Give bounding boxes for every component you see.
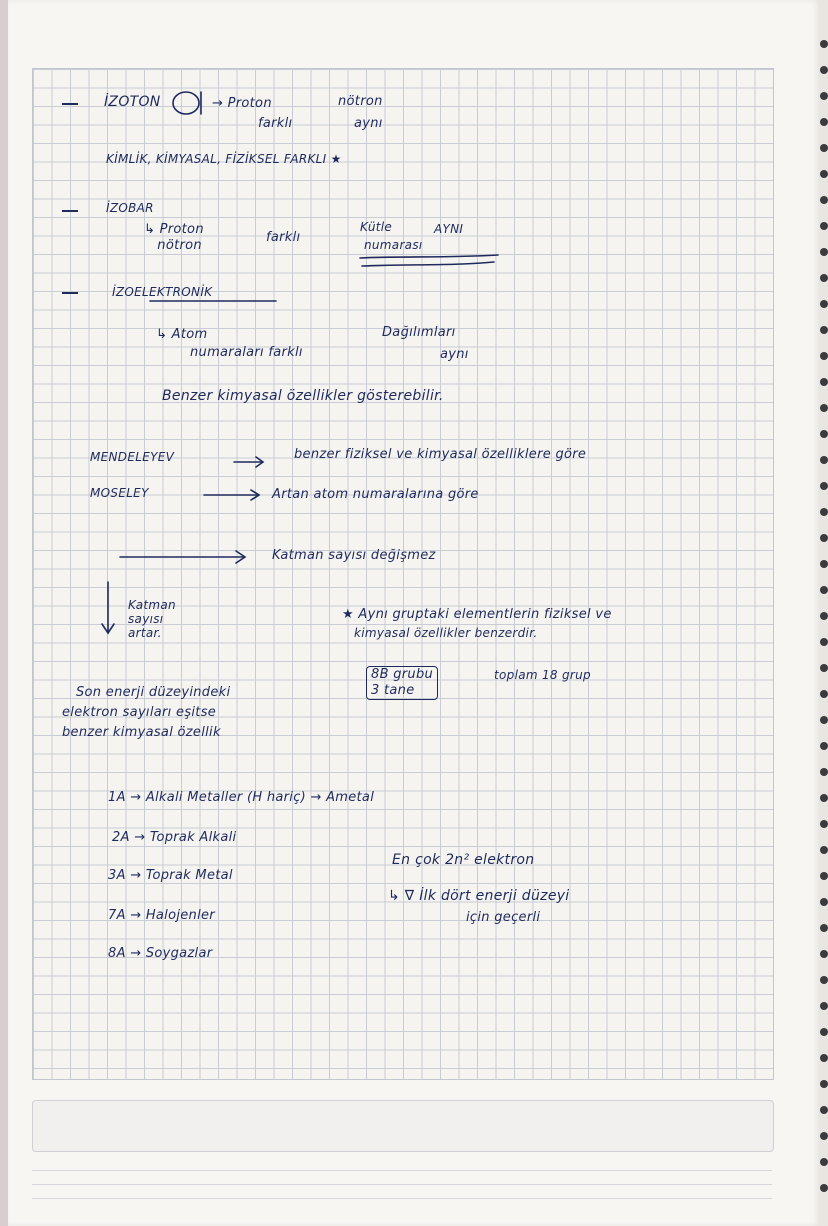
group-2a: 2A → Toprak Alkali (112, 830, 237, 845)
izoelektronik-title: İZOELEKTRONİK (112, 285, 213, 299)
kutle-label: Kütle (360, 220, 393, 234)
izobar-ayni: AYNI (434, 222, 464, 236)
son-enerji-line: Son enerji düzeyindeki (76, 685, 231, 700)
mendeleyev-text: benzer fiziksel ve kimyasal özelliklere göre (294, 447, 587, 462)
group-7a: 7A → Halojenler (108, 908, 215, 923)
group-8a: 8A → Soygazlar (108, 946, 213, 961)
numaralari-label: numaraları farklı (190, 345, 303, 360)
notron-label: nötron (338, 94, 383, 109)
kimlik-line: KİMLİK, KİMYASAL, FİZİKSEL FARKLI ★ (106, 152, 342, 166)
benzer-ozellik-line: benzer kimyasal özellik (62, 725, 221, 740)
moseley-text: Artan atom numaralarına göre (272, 487, 479, 502)
en-cok-2n2: En çok 2n² elektron (392, 852, 535, 868)
ayni-grup-line: ★ Aynı gruptaki elementlerin fiziksel ve (342, 607, 612, 622)
ayni-label: aynı (354, 116, 383, 131)
moseley-label: MOSELEY (90, 486, 149, 500)
benzer-kimyasal-line: Benzer kimyasal özellikler gösterebilir. (162, 388, 444, 404)
ilk-dort-enerji: ↳ ∇ İlk dört enerji düzeyi (388, 888, 570, 904)
farkli-label: farklı (258, 116, 293, 131)
atom-label: ↳ Atom (156, 327, 208, 342)
proton-label: → Proton (212, 96, 272, 111)
group-1a: 1A → Alkali Metaller (H hariç) → Ametal (108, 790, 375, 805)
dagilim-ayni: aynı (440, 347, 469, 362)
elektron-sayilari-line: elektron sayıları eşitse (62, 705, 217, 720)
8b-grubu-box: 8B grubu 3 tane (366, 666, 438, 700)
icin-gecerli: için geçerli (466, 910, 541, 925)
izobar-proton-notron: ↳ Proton nötron (144, 222, 204, 253)
kimyasal-benzer-line: kimyasal özellikler benzerdir. (354, 626, 538, 640)
katman-degismez: Katman sayısı değişmez (272, 548, 436, 563)
katman-sayisi-artar: Katman sayısı artar. (128, 598, 176, 640)
izobar-title: İZOBAR (106, 201, 154, 215)
izobar-farkli: farklı (266, 230, 301, 245)
toplam-18-grup: toplam 18 grup (494, 668, 591, 682)
group-3a: 3A → Toprak Metal (108, 868, 233, 883)
dagilimlari-label: Dağılımları (382, 325, 456, 340)
mendeleyev-label: MENDELEYEV (90, 450, 175, 464)
numarasi-label: numarası (364, 238, 423, 252)
izoton-label: İZOTON (104, 94, 161, 110)
